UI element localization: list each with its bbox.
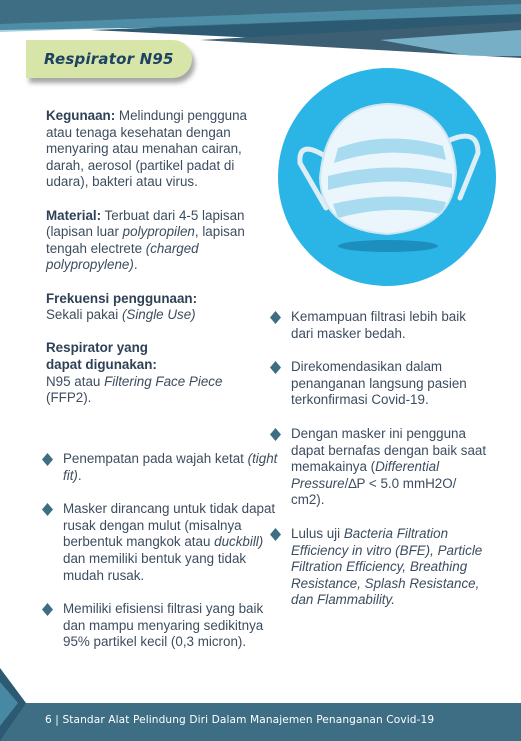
list-item	[270, 309, 490, 342]
bullet-text: /∆P < 5.0 mmH2O/ cm2).	[291, 475, 457, 508]
bullet-text: Kemampuan filtrasi lebih baik dari masker bedah.	[291, 309, 466, 341]
respirator-label: Respirator yang dapat digunakan:	[46, 340, 157, 372]
footer-corner-decor	[0, 668, 60, 741]
material-text: .	[133, 257, 138, 273]
bullet-italic: Bacteria Filtration Efficiency in vitro (BFE), Particle Filtration Efficiency, Breathing Resistance, Splash Resistance, dan Flammability.	[291, 525, 483, 608]
bullet-text: Direkomendasikan dalam penanganan langsung pasien terkonfirmasi Covid-19.	[291, 359, 467, 408]
diamond-bullet-icon	[270, 428, 281, 441]
list-item	[270, 359, 490, 409]
bullet-text: Lulus uji	[291, 525, 344, 541]
page-title: Respirator N95	[44, 50, 174, 68]
bullet-text: Dengan masker ini pengguna dapat bernafas dengan baik saat memakainya (	[291, 425, 487, 475]
material-text: , lapisan tengah electrete	[46, 224, 245, 256]
respirator-paragraph	[46, 340, 268, 406]
footer-bar	[0, 703, 521, 741]
bullet-text: dan memiliki bentuk yang tidak mudah rusak.	[63, 550, 247, 583]
frekuensi-paragraph	[46, 291, 268, 324]
frekuensi-italic: (Single Use)	[121, 307, 196, 323]
diamond-bullet-icon	[42, 453, 53, 466]
bullet-list-left	[42, 451, 278, 651]
bullet-italic: duckbill)	[214, 534, 264, 550]
list-item	[270, 426, 490, 509]
bullet-text: .	[77, 467, 82, 483]
diamond-bullet-icon	[270, 361, 281, 374]
footer-text: 6 | Standar Alat Pelindung Diri Dalam Manajemen Penanganan Covid-19	[45, 714, 435, 726]
diamond-bullet-icon	[42, 503, 53, 516]
kegunaan-label: Kegunaan:	[46, 108, 116, 123]
bullet-italic: Differential Pressure	[291, 459, 440, 491]
bullet-text: Penempatan pada wajah ketat	[63, 451, 248, 466]
list-item	[270, 526, 490, 609]
left-column	[46, 108, 268, 423]
bullet-text: Memiliki efisiensi filtrasi yang baik dan mampu menyaring sedikitnya 95% partikel kecil (0,3 micron).	[63, 601, 264, 650]
respirator-italic: Filtering Face Piece	[104, 373, 223, 389]
list-item	[42, 501, 278, 584]
face-mask-icon	[278, 68, 496, 286]
respirator-text: (FFP2).	[46, 390, 92, 406]
material-italic: (charged polypropylene)	[46, 240, 199, 273]
title-tab	[26, 40, 192, 78]
material-label: Material:	[46, 207, 102, 223]
material-italic: polypropilen	[122, 224, 195, 240]
material-paragraph	[46, 208, 268, 274]
diamond-bullet-icon	[270, 528, 281, 541]
bullet-italic: (tight fit)	[63, 451, 278, 483]
bullet-list-right	[270, 309, 490, 609]
kegunaan-paragraph	[46, 108, 268, 191]
diamond-bullet-icon	[42, 603, 53, 616]
list-item	[42, 601, 278, 651]
kegunaan-text: Melindungi pengguna atau tenaga kesehatan dengan menyaring atau menahan cairan, darah, aerosol (partikel padat di udara), bakteri atau virus.	[46, 108, 247, 190]
bullet-text: Masker dirancang untuk tidak dapat rusak dengan mulut (misalnya berbentuk mangkok atau	[63, 501, 276, 550]
respirator-text: N95 atau	[46, 373, 105, 389]
frekuensi-text: Sekali pakai	[46, 307, 122, 323]
frekuensi-label: Frekuensi penggunaan:	[46, 290, 198, 306]
material-text: Terbuat dari 4-5 lapisan (lapisan luar	[46, 207, 245, 240]
list-item	[42, 451, 278, 484]
diamond-bullet-icon	[270, 311, 281, 324]
